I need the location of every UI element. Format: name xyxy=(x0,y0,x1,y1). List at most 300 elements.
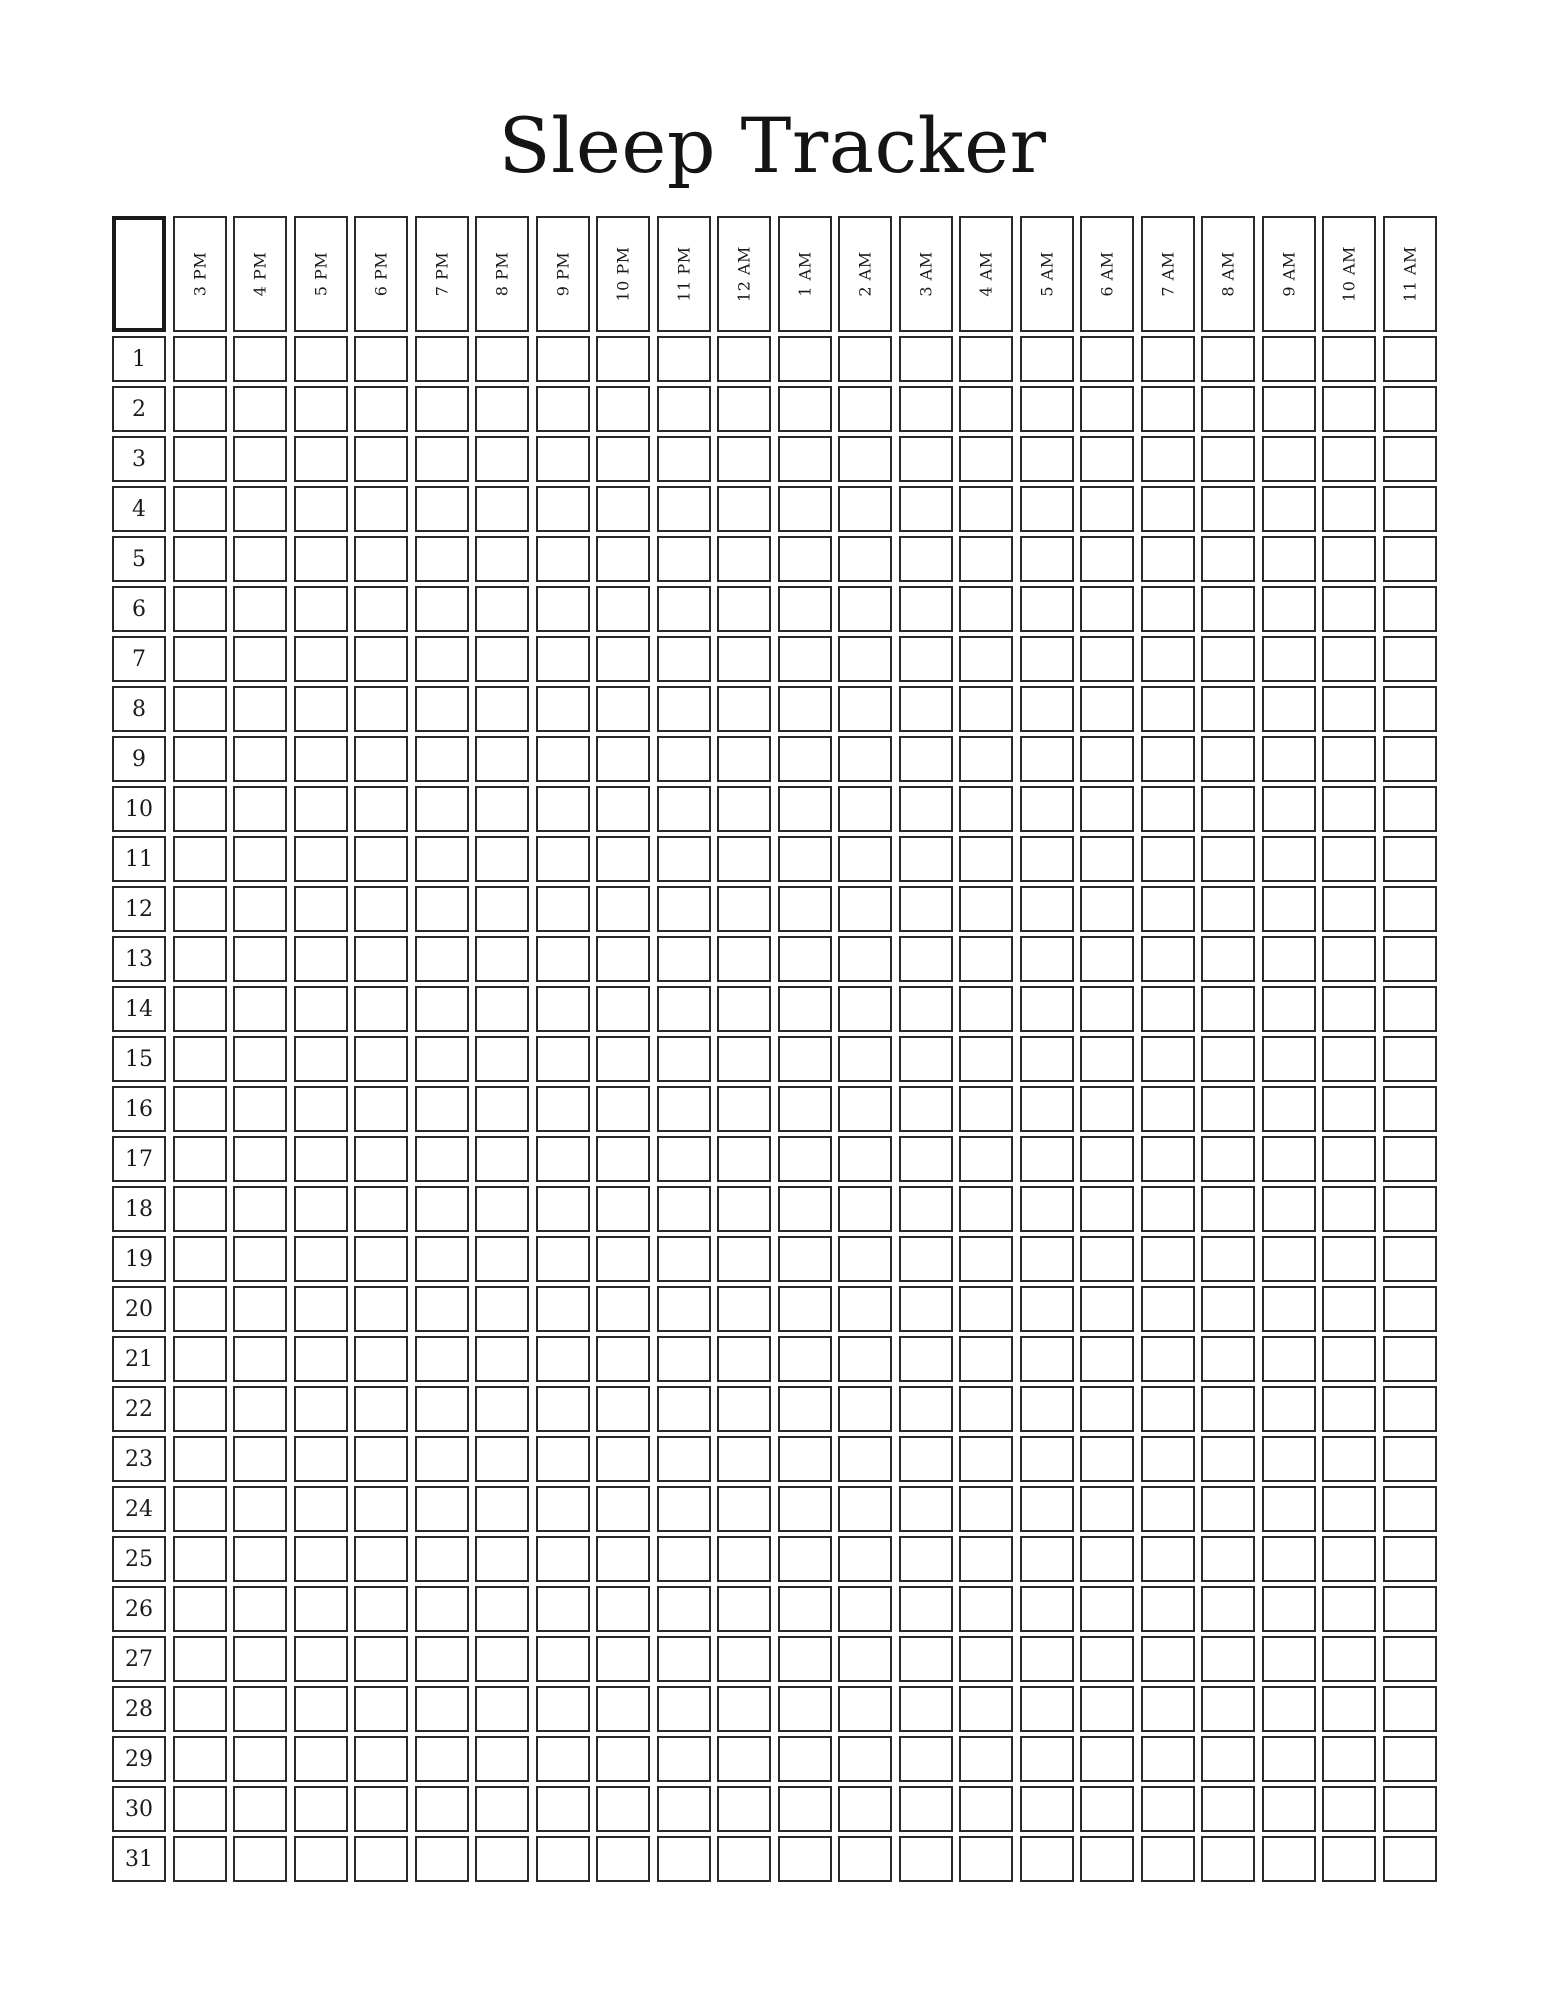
sleep-slot-checkbox[interactable] xyxy=(1322,936,1376,982)
sleep-slot-checkbox[interactable] xyxy=(1322,536,1376,582)
sleep-slot-checkbox[interactable] xyxy=(899,1036,953,1082)
sleep-slot-checkbox[interactable] xyxy=(1201,1086,1255,1132)
sleep-slot-checkbox[interactable] xyxy=(959,886,1013,932)
sleep-slot-checkbox[interactable] xyxy=(717,1836,771,1882)
sleep-slot-checkbox[interactable] xyxy=(1020,686,1074,732)
sleep-slot-checkbox[interactable] xyxy=(838,1136,892,1182)
sleep-slot-checkbox[interactable] xyxy=(233,886,287,932)
sleep-slot-checkbox[interactable] xyxy=(1262,1136,1316,1182)
sleep-slot-checkbox[interactable] xyxy=(1141,1036,1195,1082)
sleep-slot-checkbox[interactable] xyxy=(415,1736,469,1782)
sleep-slot-checkbox[interactable] xyxy=(294,536,348,582)
sleep-slot-checkbox[interactable] xyxy=(294,836,348,882)
sleep-slot-checkbox[interactable] xyxy=(657,1186,711,1232)
sleep-slot-checkbox[interactable] xyxy=(1141,686,1195,732)
sleep-slot-checkbox[interactable] xyxy=(596,1086,650,1132)
sleep-slot-checkbox[interactable] xyxy=(233,1586,287,1632)
sleep-slot-checkbox[interactable] xyxy=(1080,736,1134,782)
sleep-slot-checkbox[interactable] xyxy=(354,436,408,482)
sleep-slot-checkbox[interactable] xyxy=(1080,1336,1134,1382)
sleep-slot-checkbox[interactable] xyxy=(1080,1836,1134,1882)
sleep-slot-checkbox[interactable] xyxy=(778,736,832,782)
sleep-slot-checkbox[interactable] xyxy=(596,486,650,532)
sleep-slot-checkbox[interactable] xyxy=(354,1036,408,1082)
sleep-slot-checkbox[interactable] xyxy=(1141,936,1195,982)
sleep-slot-checkbox[interactable] xyxy=(1262,1786,1316,1832)
sleep-slot-checkbox[interactable] xyxy=(1020,1486,1074,1532)
sleep-slot-checkbox[interactable] xyxy=(838,886,892,932)
sleep-slot-checkbox[interactable] xyxy=(475,1486,529,1532)
sleep-slot-checkbox[interactable] xyxy=(899,1086,953,1132)
sleep-slot-checkbox[interactable] xyxy=(657,436,711,482)
sleep-slot-checkbox[interactable] xyxy=(1020,1836,1074,1882)
sleep-slot-checkbox[interactable] xyxy=(1383,1036,1437,1082)
sleep-slot-checkbox[interactable] xyxy=(1383,1486,1437,1532)
sleep-slot-checkbox[interactable] xyxy=(838,1386,892,1432)
sleep-slot-checkbox[interactable] xyxy=(778,886,832,932)
sleep-slot-checkbox[interactable] xyxy=(1383,736,1437,782)
sleep-slot-checkbox[interactable] xyxy=(899,886,953,932)
sleep-slot-checkbox[interactable] xyxy=(536,336,590,382)
sleep-slot-checkbox[interactable] xyxy=(838,1436,892,1482)
sleep-slot-checkbox[interactable] xyxy=(717,336,771,382)
sleep-slot-checkbox[interactable] xyxy=(959,1086,1013,1132)
sleep-slot-checkbox[interactable] xyxy=(717,786,771,832)
sleep-slot-checkbox[interactable] xyxy=(1383,386,1437,432)
sleep-slot-checkbox[interactable] xyxy=(475,1386,529,1432)
sleep-slot-checkbox[interactable] xyxy=(717,1586,771,1632)
sleep-slot-checkbox[interactable] xyxy=(1201,1386,1255,1432)
sleep-slot-checkbox[interactable] xyxy=(657,1436,711,1482)
sleep-slot-checkbox[interactable] xyxy=(657,936,711,982)
sleep-slot-checkbox[interactable] xyxy=(415,736,469,782)
sleep-slot-checkbox[interactable] xyxy=(354,1186,408,1232)
sleep-slot-checkbox[interactable] xyxy=(1322,1686,1376,1732)
sleep-slot-checkbox[interactable] xyxy=(354,336,408,382)
sleep-slot-checkbox[interactable] xyxy=(294,1536,348,1582)
sleep-slot-checkbox[interactable] xyxy=(536,436,590,482)
sleep-slot-checkbox[interactable] xyxy=(354,586,408,632)
sleep-slot-checkbox[interactable] xyxy=(536,1386,590,1432)
sleep-slot-checkbox[interactable] xyxy=(1141,586,1195,632)
sleep-slot-checkbox[interactable] xyxy=(717,536,771,582)
sleep-slot-checkbox[interactable] xyxy=(294,636,348,682)
sleep-slot-checkbox[interactable] xyxy=(1383,1136,1437,1182)
sleep-slot-checkbox[interactable] xyxy=(596,786,650,832)
sleep-slot-checkbox[interactable] xyxy=(1201,1586,1255,1632)
sleep-slot-checkbox[interactable] xyxy=(1080,1586,1134,1632)
sleep-slot-checkbox[interactable] xyxy=(1201,1486,1255,1532)
sleep-slot-checkbox[interactable] xyxy=(354,1686,408,1732)
sleep-slot-checkbox[interactable] xyxy=(1262,1836,1316,1882)
sleep-slot-checkbox[interactable] xyxy=(899,936,953,982)
sleep-slot-checkbox[interactable] xyxy=(173,936,227,982)
sleep-slot-checkbox[interactable] xyxy=(1080,886,1134,932)
sleep-slot-checkbox[interactable] xyxy=(657,1836,711,1882)
sleep-slot-checkbox[interactable] xyxy=(294,1386,348,1432)
sleep-slot-checkbox[interactable] xyxy=(536,986,590,1032)
sleep-slot-checkbox[interactable] xyxy=(1020,536,1074,582)
sleep-slot-checkbox[interactable] xyxy=(959,636,1013,682)
sleep-slot-checkbox[interactable] xyxy=(294,1336,348,1382)
sleep-slot-checkbox[interactable] xyxy=(657,786,711,832)
sleep-slot-checkbox[interactable] xyxy=(1201,936,1255,982)
sleep-slot-checkbox[interactable] xyxy=(1383,1286,1437,1332)
sleep-slot-checkbox[interactable] xyxy=(1322,636,1376,682)
sleep-slot-checkbox[interactable] xyxy=(657,1336,711,1382)
sleep-slot-checkbox[interactable] xyxy=(838,1836,892,1882)
sleep-slot-checkbox[interactable] xyxy=(596,636,650,682)
sleep-slot-checkbox[interactable] xyxy=(1262,1636,1316,1682)
sleep-slot-checkbox[interactable] xyxy=(899,586,953,632)
sleep-slot-checkbox[interactable] xyxy=(657,886,711,932)
sleep-slot-checkbox[interactable] xyxy=(415,1536,469,1582)
sleep-slot-checkbox[interactable] xyxy=(475,1286,529,1332)
sleep-slot-checkbox[interactable] xyxy=(1262,536,1316,582)
sleep-slot-checkbox[interactable] xyxy=(536,1086,590,1132)
sleep-slot-checkbox[interactable] xyxy=(899,836,953,882)
sleep-slot-checkbox[interactable] xyxy=(717,886,771,932)
sleep-slot-checkbox[interactable] xyxy=(233,586,287,632)
sleep-slot-checkbox[interactable] xyxy=(233,686,287,732)
sleep-slot-checkbox[interactable] xyxy=(1322,1586,1376,1632)
sleep-slot-checkbox[interactable] xyxy=(1080,1136,1134,1182)
sleep-slot-checkbox[interactable] xyxy=(475,1686,529,1732)
sleep-slot-checkbox[interactable] xyxy=(173,736,227,782)
sleep-slot-checkbox[interactable] xyxy=(959,1036,1013,1082)
sleep-slot-checkbox[interactable] xyxy=(657,836,711,882)
sleep-slot-checkbox[interactable] xyxy=(233,436,287,482)
sleep-slot-checkbox[interactable] xyxy=(959,1386,1013,1432)
sleep-slot-checkbox[interactable] xyxy=(1262,936,1316,982)
sleep-slot-checkbox[interactable] xyxy=(1322,1386,1376,1432)
sleep-slot-checkbox[interactable] xyxy=(1080,1286,1134,1332)
sleep-slot-checkbox[interactable] xyxy=(717,1136,771,1182)
sleep-slot-checkbox[interactable] xyxy=(354,936,408,982)
sleep-slot-checkbox[interactable] xyxy=(233,1836,287,1882)
sleep-slot-checkbox[interactable] xyxy=(1201,1536,1255,1582)
sleep-slot-checkbox[interactable] xyxy=(415,1686,469,1732)
sleep-slot-checkbox[interactable] xyxy=(1383,1086,1437,1132)
sleep-slot-checkbox[interactable] xyxy=(596,1186,650,1232)
sleep-slot-checkbox[interactable] xyxy=(838,1536,892,1582)
sleep-slot-checkbox[interactable] xyxy=(1322,1736,1376,1782)
sleep-slot-checkbox[interactable] xyxy=(415,1586,469,1632)
sleep-slot-checkbox[interactable] xyxy=(778,1836,832,1882)
sleep-slot-checkbox[interactable] xyxy=(838,836,892,882)
sleep-slot-checkbox[interactable] xyxy=(1383,686,1437,732)
sleep-slot-checkbox[interactable] xyxy=(1201,1686,1255,1732)
sleep-slot-checkbox[interactable] xyxy=(1080,1186,1134,1232)
sleep-slot-checkbox[interactable] xyxy=(536,1686,590,1732)
sleep-slot-checkbox[interactable] xyxy=(838,486,892,532)
sleep-slot-checkbox[interactable] xyxy=(899,386,953,432)
sleep-slot-checkbox[interactable] xyxy=(233,1786,287,1832)
sleep-slot-checkbox[interactable] xyxy=(1322,786,1376,832)
sleep-slot-checkbox[interactable] xyxy=(536,1586,590,1632)
sleep-slot-checkbox[interactable] xyxy=(294,1086,348,1132)
sleep-slot-checkbox[interactable] xyxy=(959,1486,1013,1532)
sleep-slot-checkbox[interactable] xyxy=(1201,786,1255,832)
sleep-slot-checkbox[interactable] xyxy=(415,1186,469,1232)
sleep-slot-checkbox[interactable] xyxy=(173,1836,227,1882)
sleep-slot-checkbox[interactable] xyxy=(354,386,408,432)
sleep-slot-checkbox[interactable] xyxy=(354,1236,408,1282)
sleep-slot-checkbox[interactable] xyxy=(657,636,711,682)
sleep-slot-checkbox[interactable] xyxy=(536,1286,590,1332)
sleep-slot-checkbox[interactable] xyxy=(899,736,953,782)
sleep-slot-checkbox[interactable] xyxy=(233,1486,287,1532)
sleep-slot-checkbox[interactable] xyxy=(1322,1436,1376,1482)
sleep-slot-checkbox[interactable] xyxy=(1262,1186,1316,1232)
sleep-slot-checkbox[interactable] xyxy=(838,1236,892,1282)
sleep-slot-checkbox[interactable] xyxy=(1080,936,1134,982)
sleep-slot-checkbox[interactable] xyxy=(657,1386,711,1432)
sleep-slot-checkbox[interactable] xyxy=(1080,1036,1134,1082)
sleep-slot-checkbox[interactable] xyxy=(899,686,953,732)
sleep-slot-checkbox[interactable] xyxy=(596,686,650,732)
sleep-slot-checkbox[interactable] xyxy=(354,836,408,882)
sleep-slot-checkbox[interactable] xyxy=(657,686,711,732)
sleep-slot-checkbox[interactable] xyxy=(173,1536,227,1582)
sleep-slot-checkbox[interactable] xyxy=(899,1336,953,1382)
sleep-slot-checkbox[interactable] xyxy=(536,1186,590,1232)
sleep-slot-checkbox[interactable] xyxy=(1383,1436,1437,1482)
sleep-slot-checkbox[interactable] xyxy=(1383,1536,1437,1582)
sleep-slot-checkbox[interactable] xyxy=(657,1136,711,1182)
sleep-slot-checkbox[interactable] xyxy=(899,1586,953,1632)
sleep-slot-checkbox[interactable] xyxy=(1322,1336,1376,1382)
sleep-slot-checkbox[interactable] xyxy=(838,1686,892,1732)
sleep-slot-checkbox[interactable] xyxy=(1322,486,1376,532)
sleep-slot-checkbox[interactable] xyxy=(717,1036,771,1082)
sleep-slot-checkbox[interactable] xyxy=(1020,336,1074,382)
sleep-slot-checkbox[interactable] xyxy=(1141,986,1195,1032)
sleep-slot-checkbox[interactable] xyxy=(354,686,408,732)
sleep-slot-checkbox[interactable] xyxy=(838,936,892,982)
sleep-slot-checkbox[interactable] xyxy=(596,1336,650,1382)
sleep-slot-checkbox[interactable] xyxy=(354,1636,408,1682)
sleep-slot-checkbox[interactable] xyxy=(1020,636,1074,682)
sleep-slot-checkbox[interactable] xyxy=(959,586,1013,632)
sleep-slot-checkbox[interactable] xyxy=(354,886,408,932)
sleep-slot-checkbox[interactable] xyxy=(1020,1586,1074,1632)
sleep-slot-checkbox[interactable] xyxy=(1262,1486,1316,1532)
sleep-slot-checkbox[interactable] xyxy=(657,1486,711,1532)
sleep-slot-checkbox[interactable] xyxy=(294,1736,348,1782)
sleep-slot-checkbox[interactable] xyxy=(1141,1136,1195,1182)
sleep-slot-checkbox[interactable] xyxy=(778,1386,832,1432)
sleep-slot-checkbox[interactable] xyxy=(536,1136,590,1182)
sleep-slot-checkbox[interactable] xyxy=(415,886,469,932)
sleep-slot-checkbox[interactable] xyxy=(294,486,348,532)
sleep-slot-checkbox[interactable] xyxy=(717,636,771,682)
sleep-slot-checkbox[interactable] xyxy=(778,1186,832,1232)
sleep-slot-checkbox[interactable] xyxy=(1201,1286,1255,1332)
sleep-slot-checkbox[interactable] xyxy=(596,1536,650,1582)
sleep-slot-checkbox[interactable] xyxy=(1141,486,1195,532)
sleep-slot-checkbox[interactable] xyxy=(717,386,771,432)
sleep-slot-checkbox[interactable] xyxy=(173,1486,227,1532)
sleep-slot-checkbox[interactable] xyxy=(536,1786,590,1832)
sleep-slot-checkbox[interactable] xyxy=(1383,1636,1437,1682)
sleep-slot-checkbox[interactable] xyxy=(596,1636,650,1682)
sleep-slot-checkbox[interactable] xyxy=(415,686,469,732)
sleep-slot-checkbox[interactable] xyxy=(415,786,469,832)
sleep-slot-checkbox[interactable] xyxy=(899,636,953,682)
sleep-slot-checkbox[interactable] xyxy=(596,436,650,482)
sleep-slot-checkbox[interactable] xyxy=(1383,886,1437,932)
sleep-slot-checkbox[interactable] xyxy=(475,1536,529,1582)
sleep-slot-checkbox[interactable] xyxy=(415,1386,469,1432)
sleep-slot-checkbox[interactable] xyxy=(1080,386,1134,432)
sleep-slot-checkbox[interactable] xyxy=(717,736,771,782)
sleep-slot-checkbox[interactable] xyxy=(1020,1736,1074,1782)
sleep-slot-checkbox[interactable] xyxy=(1080,636,1134,682)
sleep-slot-checkbox[interactable] xyxy=(1262,586,1316,632)
sleep-slot-checkbox[interactable] xyxy=(294,1036,348,1082)
sleep-slot-checkbox[interactable] xyxy=(838,436,892,482)
sleep-slot-checkbox[interactable] xyxy=(1020,1536,1074,1582)
sleep-slot-checkbox[interactable] xyxy=(1201,736,1255,782)
sleep-slot-checkbox[interactable] xyxy=(959,536,1013,582)
sleep-slot-checkbox[interactable] xyxy=(415,1836,469,1882)
sleep-slot-checkbox[interactable] xyxy=(1201,1136,1255,1182)
sleep-slot-checkbox[interactable] xyxy=(294,736,348,782)
sleep-slot-checkbox[interactable] xyxy=(1020,1086,1074,1132)
sleep-slot-checkbox[interactable] xyxy=(1322,1786,1376,1832)
sleep-slot-checkbox[interactable] xyxy=(1322,1486,1376,1532)
sleep-slot-checkbox[interactable] xyxy=(415,586,469,632)
sleep-slot-checkbox[interactable] xyxy=(899,1836,953,1882)
sleep-slot-checkbox[interactable] xyxy=(1201,986,1255,1032)
sleep-slot-checkbox[interactable] xyxy=(1141,1636,1195,1682)
sleep-slot-checkbox[interactable] xyxy=(1262,1086,1316,1132)
sleep-slot-checkbox[interactable] xyxy=(294,436,348,482)
sleep-slot-checkbox[interactable] xyxy=(717,586,771,632)
sleep-slot-checkbox[interactable] xyxy=(354,736,408,782)
sleep-slot-checkbox[interactable] xyxy=(415,1436,469,1482)
sleep-slot-checkbox[interactable] xyxy=(233,386,287,432)
sleep-slot-checkbox[interactable] xyxy=(1020,586,1074,632)
sleep-slot-checkbox[interactable] xyxy=(415,536,469,582)
sleep-slot-checkbox[interactable] xyxy=(1020,436,1074,482)
sleep-slot-checkbox[interactable] xyxy=(233,1386,287,1432)
sleep-slot-checkbox[interactable] xyxy=(1383,1186,1437,1232)
sleep-slot-checkbox[interactable] xyxy=(717,1786,771,1832)
sleep-slot-checkbox[interactable] xyxy=(657,386,711,432)
sleep-slot-checkbox[interactable] xyxy=(294,336,348,382)
sleep-slot-checkbox[interactable] xyxy=(959,1236,1013,1282)
sleep-slot-checkbox[interactable] xyxy=(1141,1336,1195,1382)
sleep-slot-checkbox[interactable] xyxy=(717,1736,771,1782)
sleep-slot-checkbox[interactable] xyxy=(778,686,832,732)
sleep-slot-checkbox[interactable] xyxy=(173,536,227,582)
sleep-slot-checkbox[interactable] xyxy=(838,686,892,732)
sleep-slot-checkbox[interactable] xyxy=(959,1686,1013,1732)
sleep-slot-checkbox[interactable] xyxy=(1141,1286,1195,1332)
sleep-slot-checkbox[interactable] xyxy=(596,536,650,582)
sleep-slot-checkbox[interactable] xyxy=(173,1336,227,1382)
sleep-slot-checkbox[interactable] xyxy=(838,1036,892,1082)
sleep-slot-checkbox[interactable] xyxy=(778,1036,832,1082)
sleep-slot-checkbox[interactable] xyxy=(1383,786,1437,832)
sleep-slot-checkbox[interactable] xyxy=(294,1686,348,1732)
sleep-slot-checkbox[interactable] xyxy=(899,536,953,582)
sleep-slot-checkbox[interactable] xyxy=(536,1236,590,1282)
sleep-slot-checkbox[interactable] xyxy=(354,1736,408,1782)
sleep-slot-checkbox[interactable] xyxy=(1262,836,1316,882)
sleep-slot-checkbox[interactable] xyxy=(717,1536,771,1582)
sleep-slot-checkbox[interactable] xyxy=(1201,1036,1255,1082)
sleep-slot-checkbox[interactable] xyxy=(415,1086,469,1132)
sleep-slot-checkbox[interactable] xyxy=(1383,1736,1437,1782)
sleep-slot-checkbox[interactable] xyxy=(1020,1286,1074,1332)
sleep-slot-checkbox[interactable] xyxy=(233,1736,287,1782)
sleep-slot-checkbox[interactable] xyxy=(294,1286,348,1332)
sleep-slot-checkbox[interactable] xyxy=(1020,1336,1074,1382)
sleep-slot-checkbox[interactable] xyxy=(536,786,590,832)
sleep-slot-checkbox[interactable] xyxy=(1141,1536,1195,1582)
sleep-slot-checkbox[interactable] xyxy=(959,1186,1013,1232)
sleep-slot-checkbox[interactable] xyxy=(838,1586,892,1632)
sleep-slot-checkbox[interactable] xyxy=(1080,1486,1134,1532)
sleep-slot-checkbox[interactable] xyxy=(233,1236,287,1282)
sleep-slot-checkbox[interactable] xyxy=(596,1286,650,1332)
sleep-slot-checkbox[interactable] xyxy=(1383,1586,1437,1632)
sleep-slot-checkbox[interactable] xyxy=(657,986,711,1032)
sleep-slot-checkbox[interactable] xyxy=(778,936,832,982)
sleep-slot-checkbox[interactable] xyxy=(596,1736,650,1782)
sleep-slot-checkbox[interactable] xyxy=(596,736,650,782)
sleep-slot-checkbox[interactable] xyxy=(233,1136,287,1182)
sleep-slot-checkbox[interactable] xyxy=(233,1286,287,1332)
sleep-slot-checkbox[interactable] xyxy=(778,986,832,1032)
sleep-slot-checkbox[interactable] xyxy=(294,936,348,982)
sleep-slot-checkbox[interactable] xyxy=(1383,536,1437,582)
sleep-slot-checkbox[interactable] xyxy=(354,1486,408,1532)
sleep-slot-checkbox[interactable] xyxy=(475,536,529,582)
sleep-slot-checkbox[interactable] xyxy=(1322,686,1376,732)
sleep-slot-checkbox[interactable] xyxy=(1080,586,1134,632)
sleep-slot-checkbox[interactable] xyxy=(1201,1736,1255,1782)
sleep-slot-checkbox[interactable] xyxy=(899,986,953,1032)
sleep-slot-checkbox[interactable] xyxy=(1080,336,1134,382)
sleep-slot-checkbox[interactable] xyxy=(354,636,408,682)
sleep-slot-checkbox[interactable] xyxy=(838,1186,892,1232)
sleep-slot-checkbox[interactable] xyxy=(1201,886,1255,932)
sleep-slot-checkbox[interactable] xyxy=(657,1236,711,1282)
sleep-slot-checkbox[interactable] xyxy=(173,1086,227,1132)
sleep-slot-checkbox[interactable] xyxy=(233,486,287,532)
sleep-slot-checkbox[interactable] xyxy=(354,1386,408,1432)
sleep-slot-checkbox[interactable] xyxy=(475,1586,529,1632)
sleep-slot-checkbox[interactable] xyxy=(1080,686,1134,732)
sleep-slot-checkbox[interactable] xyxy=(1383,1786,1437,1832)
sleep-slot-checkbox[interactable] xyxy=(354,786,408,832)
sleep-slot-checkbox[interactable] xyxy=(536,1436,590,1482)
sleep-slot-checkbox[interactable] xyxy=(475,986,529,1032)
sleep-slot-checkbox[interactable] xyxy=(778,1436,832,1482)
sleep-slot-checkbox[interactable] xyxy=(1141,786,1195,832)
sleep-slot-checkbox[interactable] xyxy=(233,1436,287,1482)
sleep-slot-checkbox[interactable] xyxy=(596,1486,650,1532)
sleep-slot-checkbox[interactable] xyxy=(778,1236,832,1282)
sleep-slot-checkbox[interactable] xyxy=(596,1036,650,1082)
sleep-slot-checkbox[interactable] xyxy=(657,1086,711,1132)
sleep-slot-checkbox[interactable] xyxy=(415,836,469,882)
sleep-slot-checkbox[interactable] xyxy=(717,486,771,532)
